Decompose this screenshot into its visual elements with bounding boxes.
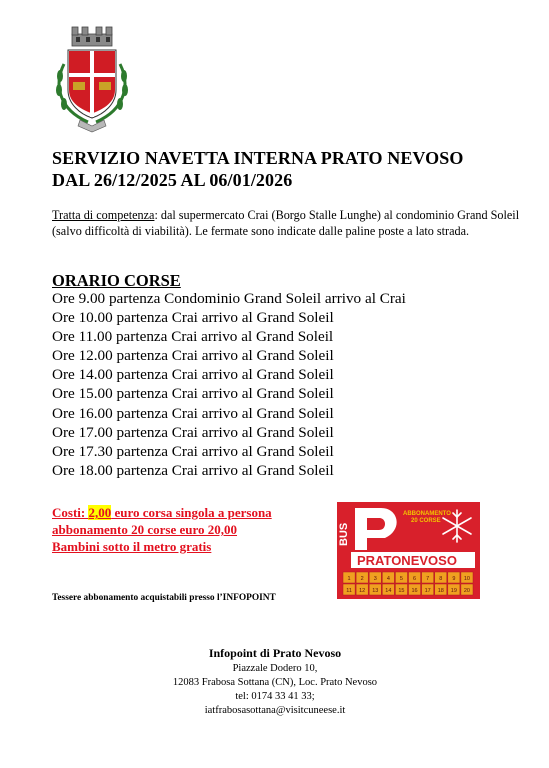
ticket-cell-number: 2	[360, 576, 364, 582]
costs-single-suffix: euro corsa singola a persona	[111, 505, 272, 520]
costs-children: Bambini sotto il metro gratis	[52, 539, 212, 554]
costs-subscription: abbonamento 20 corse euro 20,00	[52, 522, 238, 537]
coat-of-arms-logo	[50, 24, 134, 134]
ticket-cell-number: 11	[346, 588, 352, 594]
ticket-cell-number: 18	[437, 588, 444, 594]
bus-ticket-card	[337, 502, 480, 599]
ticket-cell-number: 10	[463, 576, 471, 582]
schedule-row: Ore 11.00 partenza Crai arrivo al Grand Soleil	[52, 328, 334, 346]
route-text: : dal supermercato Crai (Borgo Stalle Lunghe) al condominio Grand Soleil (salvo difficoltà di viabilità). Le fermate sono indicate dalle paline poste a lato strada.	[52, 208, 520, 238]
ticket-cell-number: 7	[426, 576, 430, 582]
tessere-note: Tessere abbonamento acquistabili presso l’INFOPOINT	[52, 593, 276, 603]
schedule-row: Ore 12.00 partenza Crai arrivo al Grand Soleil	[52, 347, 334, 365]
ticket-cell-number: 9	[452, 576, 456, 582]
schedule-row: Ore 15.00 partenza Crai arrivo al Grand Soleil	[52, 385, 334, 403]
infopoint-email: iatfrabosasottana@visitcuneese.it	[204, 705, 346, 716]
schedule-row: Ore 14.00 partenza Crai arrivo al Grand Soleil	[52, 366, 334, 384]
ticket-cell-number: 16	[411, 588, 418, 594]
schedule-list	[52, 289, 406, 480]
page-title	[52, 147, 512, 191]
title-line-2: DAL 26/12/2025 AL 06/01/2026	[52, 170, 293, 190]
schedule-row: Ore 18.00 partenza Crai arrivo al Grand Soleil	[52, 461, 334, 479]
ticket-cell-number: 1	[347, 576, 351, 582]
ticket-bus-word: BUS	[338, 522, 350, 546]
route-label: Tratta di competenza	[52, 208, 155, 222]
schedule-row: Ore 10.00 partenza Crai arrivo al Grand Soleil	[52, 309, 334, 327]
costs-block	[52, 504, 332, 555]
schedule-row: Ore 17.00 partenza Crai arrivo al Grand Soleil	[52, 423, 334, 441]
ticket-cell-number: 20	[463, 588, 471, 594]
ticket-cell-number: 14	[385, 588, 392, 594]
ticket-cell-number: 17	[424, 588, 431, 594]
infopoint-name: Infopoint di Prato Nevoso	[208, 646, 342, 660]
ticket-brand: PRATONEVOSO	[357, 553, 457, 568]
schedule-title: ORARIO CORSE	[52, 271, 181, 290]
infopoint-address-2: 12083 Frabosa Sottana (CN), Loc. Prato Nevoso	[172, 677, 378, 688]
ticket-cell-number: 6	[413, 576, 417, 582]
infopoint-address-1: Piazzale Dodero 10,	[232, 663, 318, 674]
schedule-row: Ore 17.30 partenza Crai arrivo al Grand Soleil	[52, 442, 334, 460]
ticket-cell-number: 5	[399, 576, 403, 582]
costs-line-single	[52, 504, 332, 521]
ticket-cell-number: 4	[386, 576, 390, 582]
ticket-cell-number: 8	[439, 576, 443, 582]
schedule-row: Ore 9.00 partenza Condominio Grand Soleil arrivo al Crai	[52, 290, 406, 307]
schedule-row: Ore 16.00 partenza Crai arrivo al Grand Soleil	[52, 404, 334, 422]
costs-label: Costi:	[52, 505, 89, 520]
ticket-cell-number: 19	[450, 588, 457, 594]
title-line-1: SERVIZIO NAVETTA INTERNA PRATO NEVOSO	[52, 148, 464, 168]
ticket-cell-number: 15	[398, 588, 405, 594]
costs-price: 2,00	[88, 505, 112, 520]
ticket-cell-number: 12	[359, 588, 366, 594]
ticket-header-line-1: ABBONAMENTO	[403, 511, 451, 517]
route-description	[52, 208, 522, 239]
ticket-cell-number: 3	[373, 576, 377, 582]
ticket-header-line-2: 20 CORSE	[411, 518, 441, 524]
infopoint-phone: tel: 0174 33 41 33;	[235, 691, 315, 702]
ticket-cell-number: 13	[372, 588, 379, 594]
infopoint-footer	[120, 645, 430, 718]
